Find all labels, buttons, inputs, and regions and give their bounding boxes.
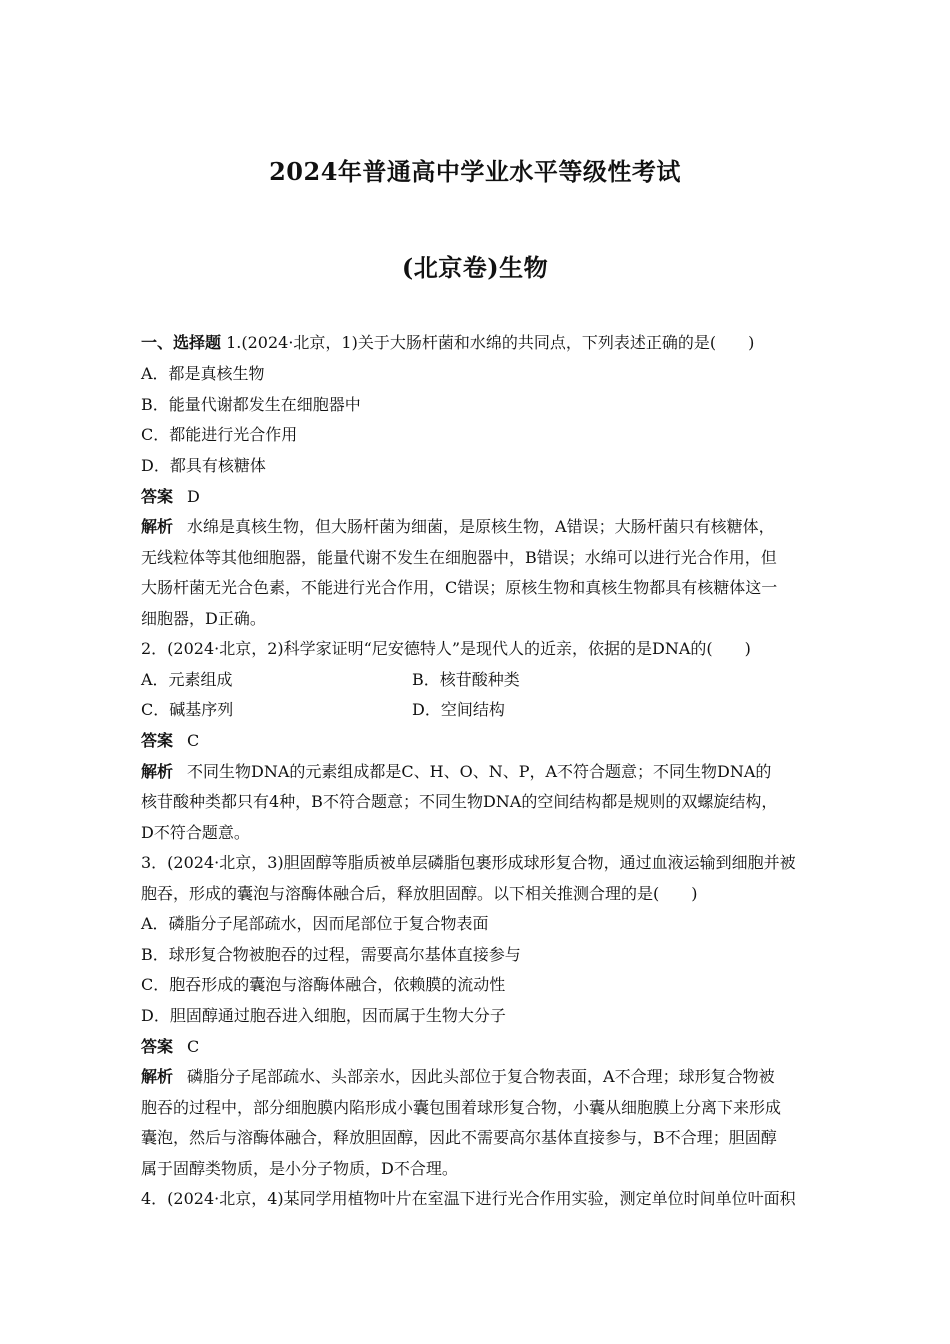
q2-option-b: B．核苷酸种类 (412, 670, 520, 689)
q2-option-d: D．空间结构 (412, 700, 505, 719)
q3-answer-line (141, 1037, 199, 1057)
q1-option-b: B．能量代谢都发生在细胞器中 (141, 395, 361, 414)
q1-option-d: D．都具有核糖体 (141, 456, 266, 475)
q3-option-d: D．胆固醇通过胞吞进入细胞，因而属于生物大分子 (141, 1006, 506, 1025)
q3-answer-label: 答案 (141, 1037, 174, 1056)
q2-answer-label: 答案 (141, 731, 174, 750)
q2-options-row-2 (141, 700, 233, 720)
q2-analysis-line-3: D不符合题意。 (141, 823, 250, 842)
q3-analysis-line-4: 属于固醇类物质，是小分子物质，D不合理。 (141, 1159, 458, 1178)
section-heading: 一、选择题 (141, 333, 222, 352)
q2-analysis-text-1: 不同生物DNA的元素组成都是C、H、O、N、P，A不符合题意；不同生物DNA的 (187, 762, 772, 781)
q3-analysis-line-1 (141, 1067, 775, 1087)
q1-option-a: A．都是真核生物 (141, 364, 265, 383)
q2-analysis-line-2: 核苷酸种类都只有4种，B不符合题意；不同生物DNA的空间结构都是规则的双螺旋结构， (141, 792, 778, 811)
q2-stem: 2．(2024·北京，2)科学家证明“尼安德特人”是现代人的近亲，依据的是DNA的( ) (141, 639, 751, 658)
q2-answer-line (141, 731, 199, 751)
q1-analysis-label: 解析 (141, 517, 174, 536)
q1-option-c: C．都能进行光合作用 (141, 425, 298, 444)
q1-stem: 1.(2024·北京，1)关于大肠杆菌和水绵的共同点，下列表述正确的是( ) (226, 333, 755, 352)
q4-stem: 4．(2024·北京，4)某同学用植物叶片在室温下进行光合作用实验，测定单位时间单位叶面积 (141, 1189, 796, 1208)
q1-analysis-line-1 (141, 517, 775, 537)
page-subtitle: (北京卷)生物 (401, 253, 549, 282)
q3-option-b: B．球形复合物被胞吞的过程，需要高尔基体直接参与 (141, 945, 521, 964)
q3-answer: C (187, 1037, 200, 1056)
q3-stem-line-2: 胞吞，形成的囊泡与溶酶体融合后，释放胆固醇。以下相关推测合理的是( ) (141, 884, 698, 903)
q3-analysis-line-3: 囊泡，然后与溶酶体融合，释放胆固醇，因此不需要高尔基体直接参与，B不合理；胆固醇 (141, 1128, 777, 1147)
q3-analysis-label: 解析 (141, 1067, 174, 1086)
q3-analysis-line-2: 胞吞的过程中，部分细胞膜内陷形成小囊包围着球形复合物，小囊从细胞膜上分离下来形成 (141, 1098, 782, 1117)
q1-answer-line (141, 487, 200, 507)
q2-option-c: C．碱基序列 (141, 700, 234, 719)
q1-stem-line (141, 333, 754, 353)
q1-answer-label: 答案 (141, 487, 174, 506)
q3-stem-line-1: 3．(2024·北京，3)胆固醇等脂质被单层磷脂包裹形成球形复合物，通过血液运输到细胞并被 (141, 853, 796, 872)
q3-analysis-text-1: 磷脂分子尾部疏水、头部亲水，因此头部位于复合物表面，A不合理；球形复合物被 (187, 1067, 775, 1086)
q3-option-c: C．胞吞形成的囊泡与溶酶体融合，依赖膜的流动性 (141, 975, 506, 994)
q2-analysis-line-1 (141, 762, 771, 782)
q1-answer: D (187, 487, 200, 506)
q2-answer: C (187, 731, 200, 750)
q1-analysis-line-2: 无线粒体等其他细胞器，能量代谢不发生在细胞器中，B错误；水绵可以进行光合作用，但 (141, 548, 777, 567)
q3-option-a: A．磷脂分子尾部疏水，因而尾部位于复合物表面 (141, 914, 489, 933)
page-title: 2024年普通高中学业水平等级性考试 (269, 157, 681, 186)
q1-analysis-text-1: 水绵是真核生物，但大肠杆菌为细菌，是原核生物，A错误；大肠杆菌只有核糖体， (187, 517, 775, 536)
q2-option-a: A．元素组成 (141, 670, 233, 689)
q2-analysis-label: 解析 (141, 762, 174, 781)
q2-options-row-1 (141, 670, 233, 690)
q1-analysis-line-3: 大肠杆菌无光合色素，不能进行光合作用，C错误；原核生物和真核生物都具有核糖体这一 (141, 578, 778, 597)
q1-analysis-line-4: 细胞器，D正确。 (141, 609, 266, 628)
